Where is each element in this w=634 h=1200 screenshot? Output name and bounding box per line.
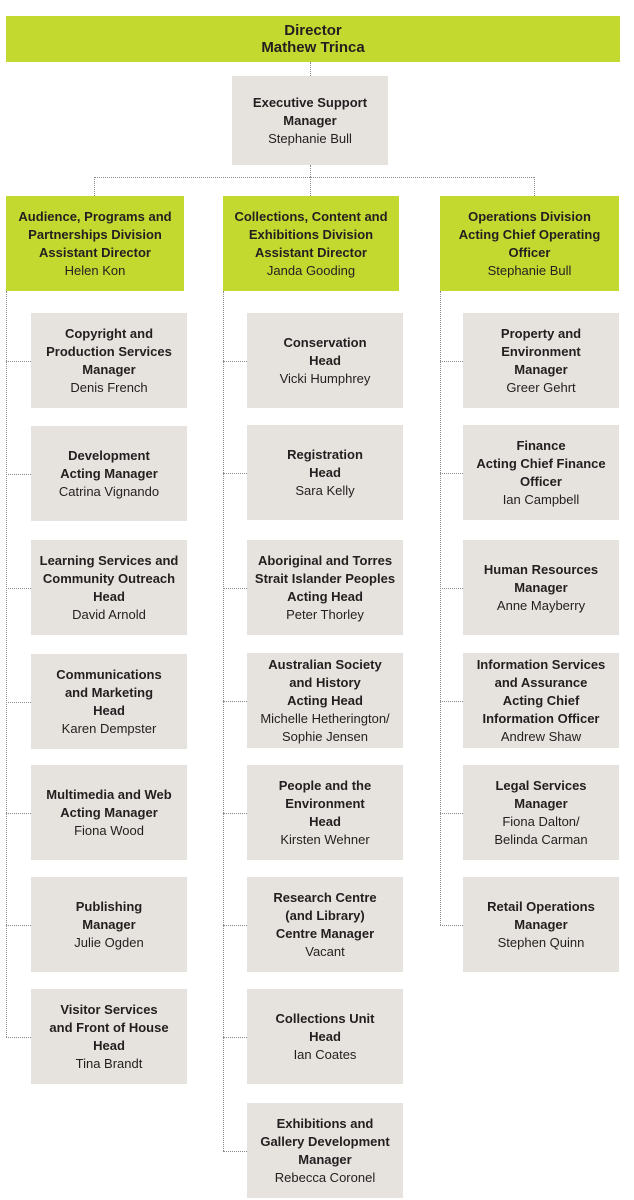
connector-line <box>6 1037 31 1038</box>
unit-box <box>463 653 619 748</box>
director-box <box>6 16 620 62</box>
division-head-box <box>223 196 399 291</box>
person-name: Sophie Jensen <box>281 728 368 744</box>
role-title: Centre Manager <box>275 925 375 941</box>
unit-box <box>463 540 619 635</box>
division-head-box <box>6 196 184 291</box>
role-title: Director <box>284 22 342 39</box>
role-title: Environment <box>285 795 365 811</box>
role-title: Manager <box>514 579 568 595</box>
role-title: Production Services <box>46 343 172 359</box>
connector-line <box>223 701 247 702</box>
connector-line <box>534 177 535 196</box>
role-title: Head <box>93 702 125 718</box>
person-name: Andrew Shaw <box>500 728 582 744</box>
role-title: People and the <box>278 777 372 793</box>
connector-line <box>223 813 247 814</box>
connector-line <box>440 361 463 362</box>
person-name: Greer Gehrt <box>506 379 576 395</box>
role-title: Human Resources <box>483 561 599 577</box>
person-name: Mathew Trinca <box>261 39 365 56</box>
role-title: Manager <box>514 916 568 932</box>
role-title: Acting Manager <box>60 465 158 481</box>
connector-line <box>440 925 463 926</box>
person-name: Karen Dempster <box>61 720 157 736</box>
role-title: Legal Services <box>495 777 587 793</box>
role-title: Finance <box>516 437 566 453</box>
unit-box <box>247 540 403 635</box>
role-title: Acting Chief Operating <box>458 226 601 242</box>
person-name: Peter Thorley <box>286 606 364 622</box>
role-title: Collections Unit <box>275 1010 375 1026</box>
connector-line <box>310 165 311 177</box>
role-title: and History <box>289 674 361 690</box>
unit-box <box>31 877 187 972</box>
role-title: Australian Society <box>268 656 382 672</box>
person-name: Stephanie Bull <box>487 262 572 278</box>
person-name: Kirsten Wehner <box>280 831 370 847</box>
role-title: Collections, Content and <box>234 208 388 224</box>
role-title: Acting Chief Finance <box>476 455 606 471</box>
role-title: Research Centre <box>273 889 377 905</box>
connector-line <box>223 361 247 362</box>
role-title: Publishing <box>75 898 143 914</box>
person-name: Sara Kelly <box>295 482 355 498</box>
role-title: Information Services <box>476 656 606 672</box>
connector-line <box>440 813 463 814</box>
role-title: Acting Head <box>287 588 363 604</box>
role-title: Strait Islander Peoples <box>254 570 396 586</box>
executive-support-box <box>232 76 388 165</box>
role-title: and Assurance <box>494 674 588 690</box>
role-title: Head <box>309 352 341 368</box>
connector-line <box>440 701 463 702</box>
role-title: Visitor Services <box>60 1001 158 1017</box>
person-name: Julie Ogden <box>74 934 144 950</box>
role-title: and Marketing <box>64 684 154 700</box>
person-name: Anne Mayberry <box>496 597 586 613</box>
role-title: Head <box>309 1028 341 1044</box>
person-name: Ian Coates <box>293 1046 357 1062</box>
role-title: Manager <box>514 361 568 377</box>
role-title: Assistant Director <box>39 244 151 260</box>
role-title: Registration <box>287 446 363 462</box>
role-title: Head <box>93 1037 125 1053</box>
role-title: Head <box>309 464 341 480</box>
role-title: Property and <box>500 325 582 341</box>
unit-box <box>463 877 619 972</box>
connector-line <box>6 813 31 814</box>
person-name: Fiona Wood <box>74 822 144 838</box>
person-name: Helen Kon <box>64 262 126 278</box>
unit-box <box>31 989 187 1084</box>
role-title: Head <box>93 588 125 604</box>
person-name: Rebecca Coronel <box>274 1169 376 1185</box>
role-title: Information Officer <box>482 710 600 726</box>
person-name: Janda Gooding <box>266 262 356 278</box>
role-title: Exhibitions Division <box>248 226 374 242</box>
person-name: Ian Campbell <box>502 491 580 507</box>
role-title: Manager <box>82 361 136 377</box>
unit-box <box>247 425 403 520</box>
role-title: Operations Division <box>468 208 591 224</box>
person-name: Catrina Vignando <box>58 483 160 499</box>
connector-line <box>223 473 247 474</box>
role-title: Officer <box>520 473 562 489</box>
connector-line <box>6 361 31 362</box>
connector-line <box>440 588 463 589</box>
unit-box <box>31 765 187 860</box>
unit-box <box>247 989 403 1084</box>
unit-box <box>31 313 187 408</box>
unit-box <box>247 765 403 860</box>
connector-line <box>94 177 534 178</box>
unit-box <box>463 425 619 520</box>
connector-line <box>223 291 224 1151</box>
role-title: Executive Support <box>252 94 368 110</box>
division-head-box <box>440 196 619 291</box>
person-name: Tina Brandt <box>75 1055 143 1071</box>
connector-line <box>440 473 463 474</box>
role-title: Multimedia and Web <box>46 786 172 802</box>
role-title: Audience, Programs and <box>18 208 172 224</box>
unit-box <box>31 654 187 749</box>
role-title: Manager <box>283 112 337 128</box>
role-title: Manager <box>298 1151 352 1167</box>
unit-box <box>31 540 187 635</box>
connector-line <box>94 177 95 196</box>
role-title: Officer <box>508 244 551 260</box>
role-title: Acting Chief <box>502 692 580 708</box>
person-name: Michelle Hetherington/ <box>260 710 390 726</box>
connector-line <box>6 474 31 475</box>
role-title: Assistant Director <box>255 244 367 260</box>
person-name: Belinda Carman <box>494 831 588 847</box>
role-title: Gallery Development <box>260 1133 390 1149</box>
role-title: Aboriginal and Torres <box>257 552 393 568</box>
connector-line <box>310 62 311 76</box>
role-title: Manager <box>82 916 136 932</box>
connector-line <box>6 702 31 703</box>
person-name: Stephanie Bull <box>268 130 352 146</box>
unit-box <box>247 1103 403 1198</box>
role-title: Development <box>68 447 150 463</box>
role-title: Manager <box>514 795 568 811</box>
role-title: Learning Services and <box>39 552 179 568</box>
connector-line <box>440 291 441 925</box>
unit-box <box>31 426 187 521</box>
person-name: Vacant <box>305 943 345 959</box>
unit-box <box>247 313 403 408</box>
role-title: Communications <box>56 666 162 682</box>
connector-line <box>223 1037 247 1038</box>
connector-line <box>6 925 31 926</box>
unit-box <box>247 877 403 972</box>
unit-box <box>247 653 403 748</box>
unit-box <box>463 313 619 408</box>
role-title: Exhibitions and <box>276 1115 374 1131</box>
role-title: Environment <box>501 343 581 359</box>
connector-line <box>223 1151 247 1152</box>
connector-line <box>310 177 311 196</box>
person-name: David Arnold <box>72 606 146 622</box>
role-title: Head <box>309 813 341 829</box>
role-title: Community Outreach <box>42 570 176 586</box>
role-title: Partnerships Division <box>28 226 162 242</box>
role-title: Acting Manager <box>60 804 158 820</box>
unit-box <box>463 765 619 860</box>
person-name: Denis French <box>70 379 148 395</box>
role-title: and Front of House <box>49 1019 169 1035</box>
person-name: Fiona Dalton/ <box>502 813 580 829</box>
connector-line <box>6 588 31 589</box>
person-name: Vicki Humphrey <box>279 370 371 386</box>
role-title: (and Library) <box>285 907 365 923</box>
role-title: Retail Operations <box>487 898 595 914</box>
connector-line <box>223 925 247 926</box>
role-title: Acting Head <box>287 692 363 708</box>
role-title: Conservation <box>283 334 367 350</box>
connector-line <box>223 588 247 589</box>
role-title: Copyright and <box>64 325 154 341</box>
person-name: Stephen Quinn <box>497 934 585 950</box>
